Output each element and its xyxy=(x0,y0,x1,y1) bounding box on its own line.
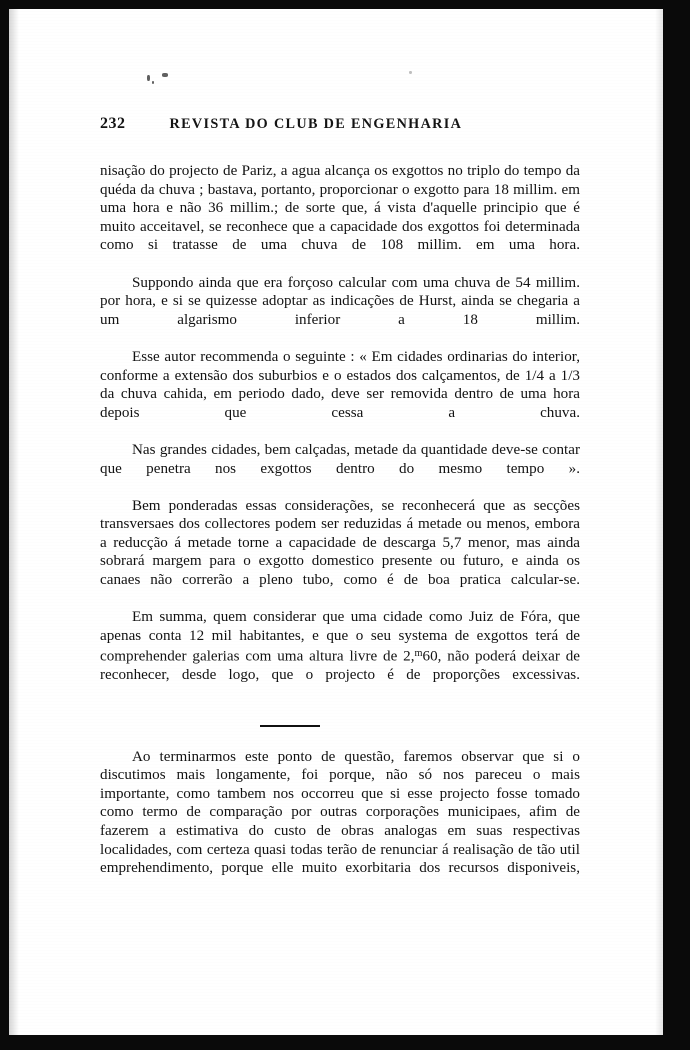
measure-unit-superscript: m xyxy=(414,648,423,660)
body-text-column xyxy=(100,162,580,896)
gutter-shading xyxy=(9,9,19,1035)
paragraph: Esse autor recommenda o seguinte : « Em cidades ordinarias do interior, conforme a extensão dos suburbios e o estados dos calçamentos, de 1/4 a 1/3 da chuva cahida, em periodo dado, deve ser removida dentro de uma hora depois que cessa a chuva. xyxy=(100,348,580,421)
paragraph xyxy=(100,608,580,703)
scan-speck xyxy=(147,75,150,81)
running-head xyxy=(100,115,578,133)
divider-rule xyxy=(260,725,320,728)
paragraph: Nas grandes cidades, bem calçadas, metade da quantidade deve-se contar que penetra nos exgottos dentro do mesmo tempo ». xyxy=(100,441,580,477)
paragraph-text-after-measure: 60, não poderá deixar de reconhecer, desde logo, que o projecto é de proporções excessivas. xyxy=(100,648,580,684)
paragraph: Ao terminarmos este ponto de questão, faremos observar que si o discutimos mais longamente, foi porque, não só nos pareceu o mais importante, como tambem nos occorreu que si esse projecto fosse tomado como termo de comparação por outras corporações municipaes, afim de fazerem a estimativa do custo de obras analogas em suas respectivas localidades, com certeza quasi todas terão de renunciar á realisação de tão util emprehendimento, porque elle muito exorbitaria dos recursos disponiveis, xyxy=(100,748,580,877)
right-edge-shading xyxy=(655,9,663,1035)
paragraph-text-before-measure: Em summa, quem considerar que uma cidade como Juiz de Fóra, que apenas conta 12 mil habitantes, e que o seu systema de exgottos terá de comprehender galerias com uma altura livre de 2, xyxy=(100,609,580,665)
scan-speck xyxy=(162,73,168,77)
scan-speck xyxy=(409,71,412,74)
paragraph: nisação do projecto de Pariz, a agua alcança os exgottos no triplo do tempo da quéda da chuva ; bastava, portanto, proporcionar o exgotto para 18 millim. em uma hora e não 36 millim.; de sorte que, á vista d'aquelle principio que é muito acceitavel, se reconhece que a capacidade dos exgottos foi determinada como si tratasse de uma chuva de 108 millim. em uma hora. xyxy=(100,163,580,254)
section-divider xyxy=(100,704,580,748)
paragraph: Bem ponderadas essas considerações, se reconhecerá que as secções transversaes dos collectores podem ser reduzidas á metade ou menos, embora a reducção á metade torne a capacidade de descarga 5,7 menor, mas ainda sobrará margem para o exgotto domestico presente ou futuro, e ainda os canaes não correrão a pleno tubo, como é de boa pratica calcular-se. xyxy=(100,497,580,589)
page-sheet xyxy=(9,9,663,1035)
paragraph: Suppondo ainda que era forçoso calcular com uma chuva de 54 millim. por hora, e si se quizesse adoptar as indicações de Hurst, ainda se chegaria a um algarismo inferior a 18 millim. xyxy=(100,274,580,328)
journal-title: REVISTA DO CLUB DE ENGENHARIA xyxy=(169,116,463,132)
scan-speck xyxy=(152,81,154,84)
page-number: 232 xyxy=(100,115,126,132)
